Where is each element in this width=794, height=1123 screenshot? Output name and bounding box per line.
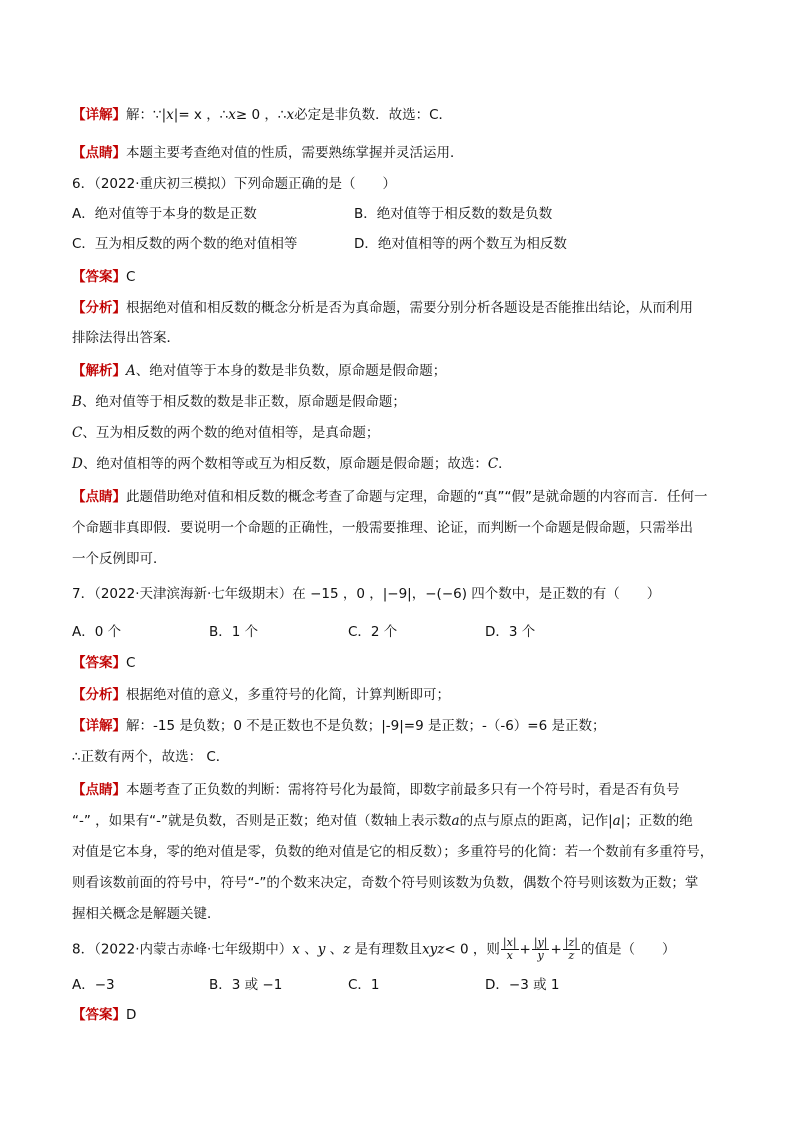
q7-option-d: D．3 个: [485, 624, 536, 640]
q6-solution-b: B、绝对值等于相反数的数是非正数，原命题是假命题；: [72, 394, 406, 410]
q7-option-c: C．2 个: [348, 624, 398, 640]
q7-detail: 【详解】解：-15 是负数；0 不是正数也不是负数；|-9|=9 是正数；-（-6）=6 是正数；: [72, 718, 606, 734]
q8-option-c: C．1: [348, 977, 380, 993]
q8-option-b: B．3 或 −1: [209, 977, 283, 993]
fraction-z: $\frac{|z|}{z}$: [564, 936, 579, 962]
q7-comment-cont-2: 对值是它本身，零的绝对值是零，负数的绝对值是它的相反数）；多重符号的化简：若一个数前有多重符号，: [72, 844, 714, 860]
q6-comment: 【点睛】此题借助绝对值和相反数的概念考查了命题与定理，命题的“真”“假”是就命题的内容而言．任何一: [72, 489, 708, 505]
q6-solution-a: 【解析】A、绝对值等于本身的数是非负数，原命题是假命题；: [72, 363, 447, 379]
q7-conclusion: ∴正数有两个，故选： C．: [72, 749, 230, 765]
q6-option-d: D．绝对值相等的两个数互为相反数: [354, 236, 567, 252]
q7-comment-cont-1: “-” ，如果有“-”就是负数，否则是正数；绝对值（数轴上表示数a的点与原点的距离，记作|a|；正数的绝: [72, 813, 693, 829]
q7-option-a: A．0 个: [72, 624, 122, 640]
q6-solution-d: D、绝对值相等的两个数相等或互为相反数，原命题是假命题；故选：C．: [72, 456, 512, 472]
q6-option-b: B．绝对值等于相反数的数是负数: [354, 206, 553, 222]
q6-comment-cont-1: 个命题非真即假．要说明一个命题的正确性，一般需要推理、论证，而判断一个命题是假命题，只需举出: [72, 520, 693, 536]
q6-solution-c: C、互为相反数的两个数的绝对值相等，是真命题；: [72, 425, 380, 441]
q7-comment: 【点睛】本题考查了正负数的判断：需将符号化为最简，即数字前最多只有一个符号时，看是否有负号: [72, 782, 680, 798]
q7-comment-cont-4: 握相关概念是解题关键．: [72, 906, 221, 922]
fraction-y: $\frac{|y|}{y}$: [533, 936, 548, 962]
q6-option-a: A．绝对值等于本身的数是正数: [72, 206, 257, 222]
comment-tag: 【点睛】: [72, 145, 126, 161]
q6-answer: 【答案】C: [72, 269, 136, 285]
q8-option-a: A．−3: [72, 977, 115, 993]
q8-answer: 【答案】D: [72, 1007, 137, 1023]
q8-option-d: D．−3 或 1: [485, 977, 560, 993]
q7-analysis: 【分析】根据绝对值的意义，多重符号的化简，计算判断即可；: [72, 687, 450, 703]
q7-option-b: B．1 个: [209, 624, 259, 640]
q7-comment-cont-3: 则看该数前面的符号中，符号“-”的个数来决定，奇数个符号则该数为负数，偶数个符号则该数为正数；掌: [72, 875, 699, 891]
q6-stem: 6．（2022·重庆初三模拟）下列命题正确的是（ ）: [72, 176, 396, 192]
q7-answer: 【答案】C: [72, 655, 136, 671]
q6-option-c: C．互为相反数的两个数的绝对值相等: [72, 236, 298, 252]
comment-line: 【点睛】本题主要考查绝对值的性质，需要熟练掌握并灵活运用．: [72, 145, 464, 161]
detail-line: 【详解】解：∵|x|= x ，∴x≥ 0 ，∴x必定是非负数．故选：C．: [72, 107, 453, 123]
detail-tag: 【详解】: [72, 107, 126, 123]
q6-comment-cont-2: 一个反例即可．: [72, 551, 167, 567]
q7-stem: 7．（2022·天津滨海新·七年级期末）在 −15 ，0 ，|−9|，−(−6) 四个数中，是正数的有（ ）: [72, 586, 661, 602]
fraction-x: $\frac{|x|}{x}$: [502, 936, 517, 962]
q6-analysis-cont: 排除法得出答案．: [72, 330, 180, 346]
q6-analysis: 【分析】根据绝对值和相反数的概念分析是否为真命题，需要分别分析各题设是否能推出结论，从而利用: [72, 300, 693, 316]
q8-stem: 8．（2022·内蒙古赤峰·七年级期中）x 、y 、z 是有理数且xyz< 0 ，则 $\frac{|x|}{x}$ + $\frac{|y|}{y}$ + $\frac{|z|}{z}$ 的值是（ ）: [72, 936, 676, 962]
